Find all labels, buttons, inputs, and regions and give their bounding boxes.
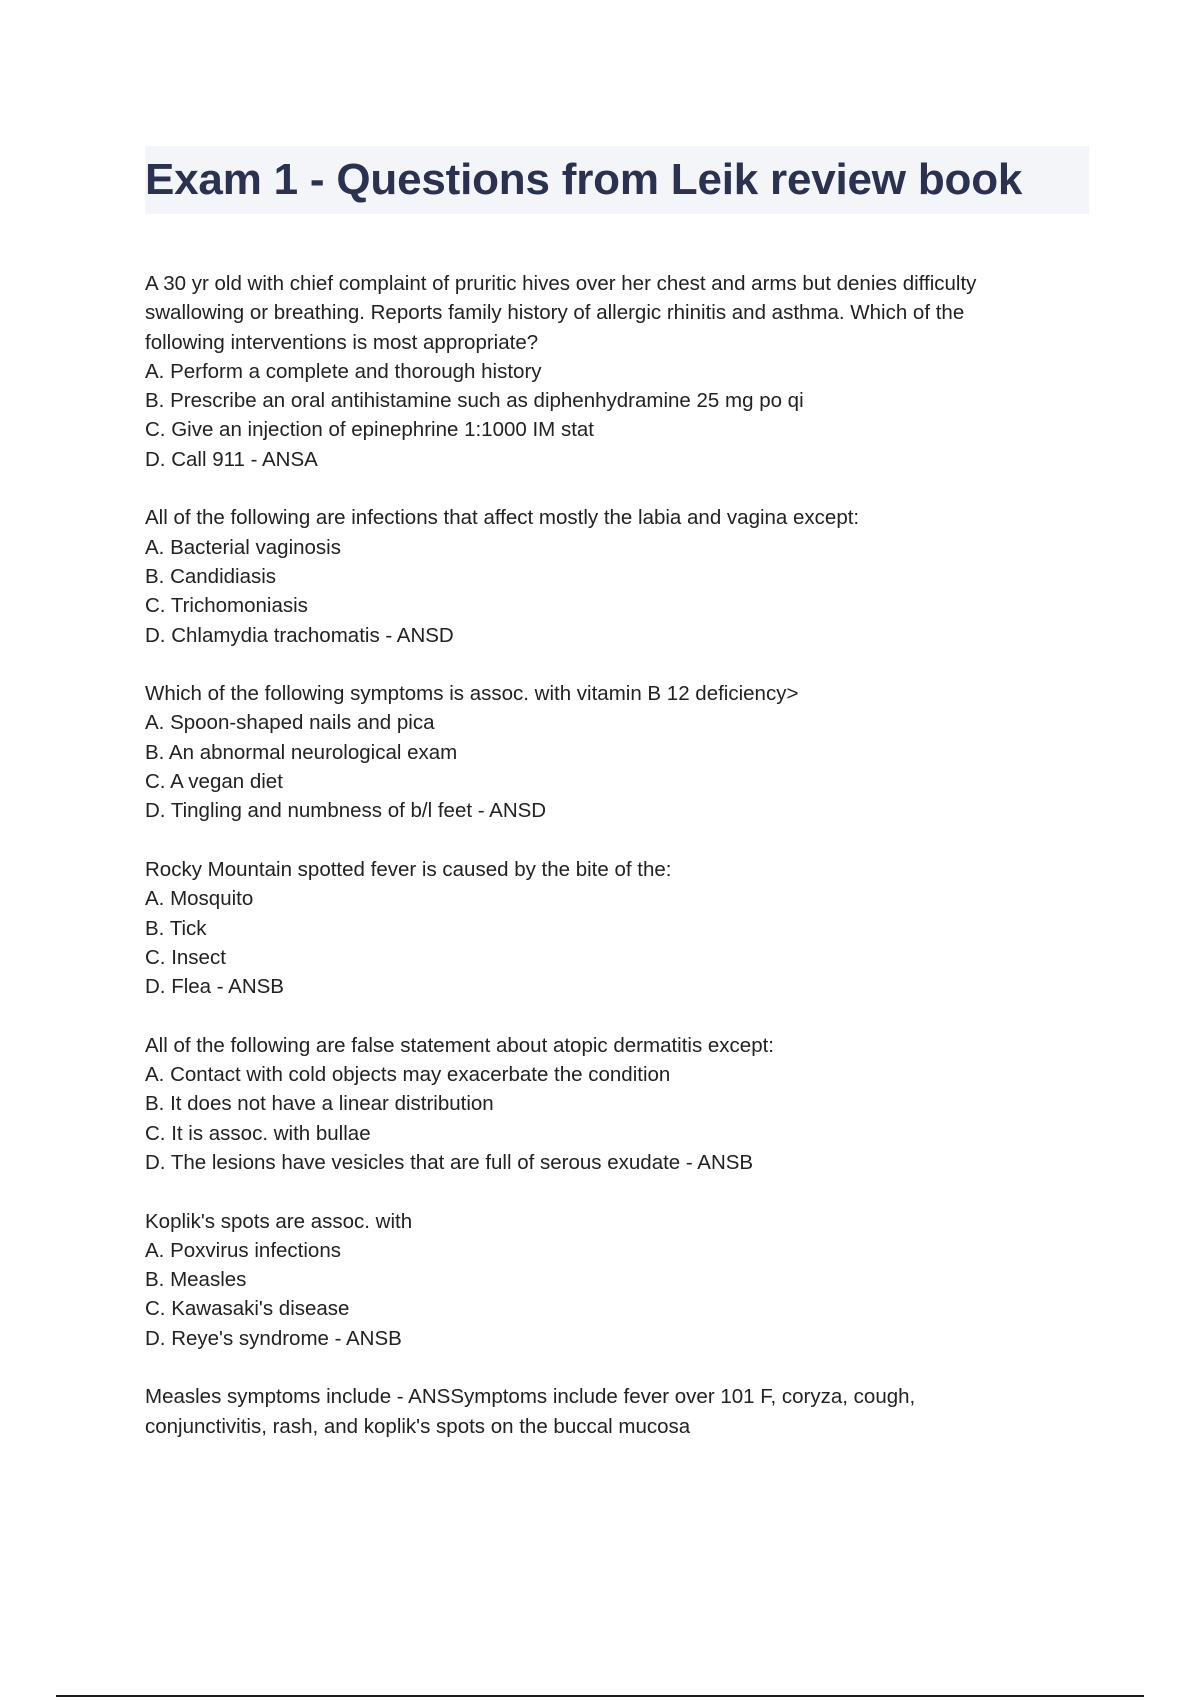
answer-option: A. Spoon-shaped nails and pica xyxy=(145,711,435,735)
question-block-2 xyxy=(145,503,1075,649)
question-block-1 xyxy=(145,269,1075,474)
answer-option: C. A vegan diet xyxy=(145,770,283,794)
question-text-line: conjunctivitis, rash, and koplik's spots on the buccal mucosa xyxy=(145,1414,691,1438)
answer-option: B. Prescribe an oral antihistamine such as diphenhydramine 25 mg po qi xyxy=(145,389,804,413)
answer-option: A. Mosquito xyxy=(145,887,254,911)
question-block-6 xyxy=(145,1207,1075,1353)
question-text-line: Measles symptoms include - ANSSymptoms include fever over 101 F, coryza, cough, xyxy=(145,1385,916,1409)
answer-option: A. Perform a complete and thorough history xyxy=(145,359,542,383)
page-title: Exam 1 - Questions from Leik review book xyxy=(145,155,1023,204)
question-text-line: following interventions is most appropriate? xyxy=(145,330,539,354)
question-text-line: All of the following are false statement about atopic dermatitis except: xyxy=(145,1033,775,1057)
question-text-line: Which of the following symptoms is assoc. with vitamin B 12 deficiency> xyxy=(145,682,799,706)
answer-option: C. Give an injection of epinephrine 1:1000 IM stat xyxy=(145,418,594,442)
answer-option: B. An abnormal neurological exam xyxy=(145,740,458,764)
answer-option: D. Reye's syndrome - ANSB xyxy=(145,1326,402,1350)
answer-option: B. Tick xyxy=(145,916,207,940)
question-text-line: A 30 yr old with chief complaint of pruritic hives over her chest and arms but denies difficulty xyxy=(145,272,977,295)
answer-option: D. Chlamydia trachomatis - ANSD xyxy=(145,623,454,647)
question-list xyxy=(145,269,1075,1470)
question-text-line: All of the following are infections that affect mostly the labia and vagina except: xyxy=(145,506,860,530)
answer-option: A. Contact with cold objects may exacerbate the condition xyxy=(145,1063,671,1087)
answer-option: C. Trichomoniasis xyxy=(145,594,308,618)
answer-option: B. Measles xyxy=(145,1268,247,1292)
answer-option: B. Candidiasis xyxy=(145,564,277,588)
answer-option: C. Kawasaki's disease xyxy=(145,1297,350,1321)
answer-option: C. It is assoc. with bullae xyxy=(145,1121,371,1145)
footer-divider xyxy=(56,1695,1144,1697)
question-text-line: Koplik's spots are assoc. with xyxy=(145,1209,413,1233)
answer-option: D. The lesions have vesicles that are full of serous exudate - ANSB xyxy=(145,1150,754,1174)
question-text-line: Rocky Mountain spotted fever is caused by the bite of the: xyxy=(145,857,672,881)
answer-option: A. Bacterial vaginosis xyxy=(145,535,341,559)
answer-option: D. Flea - ANSB xyxy=(145,975,284,999)
question-block-3 xyxy=(145,679,1075,825)
answer-option: A. Poxvirus infections xyxy=(145,1238,341,1262)
answer-option: D. Tingling and numbness of b/l feet - ANSD xyxy=(145,799,547,823)
question-text-line: swallowing or breathing. Reports family history of allergic rhinitis and asthma. Which of the xyxy=(145,301,965,325)
question-block-4 xyxy=(145,855,1075,1001)
question-block-5 xyxy=(145,1031,1075,1177)
question-block-7 xyxy=(145,1382,1075,1441)
answer-option: C. Insect xyxy=(145,945,226,969)
answer-option: D. Call 911 - ANSA xyxy=(145,447,318,471)
title-banner xyxy=(145,146,1089,214)
answer-option: B. It does not have a linear distribution xyxy=(145,1092,494,1116)
